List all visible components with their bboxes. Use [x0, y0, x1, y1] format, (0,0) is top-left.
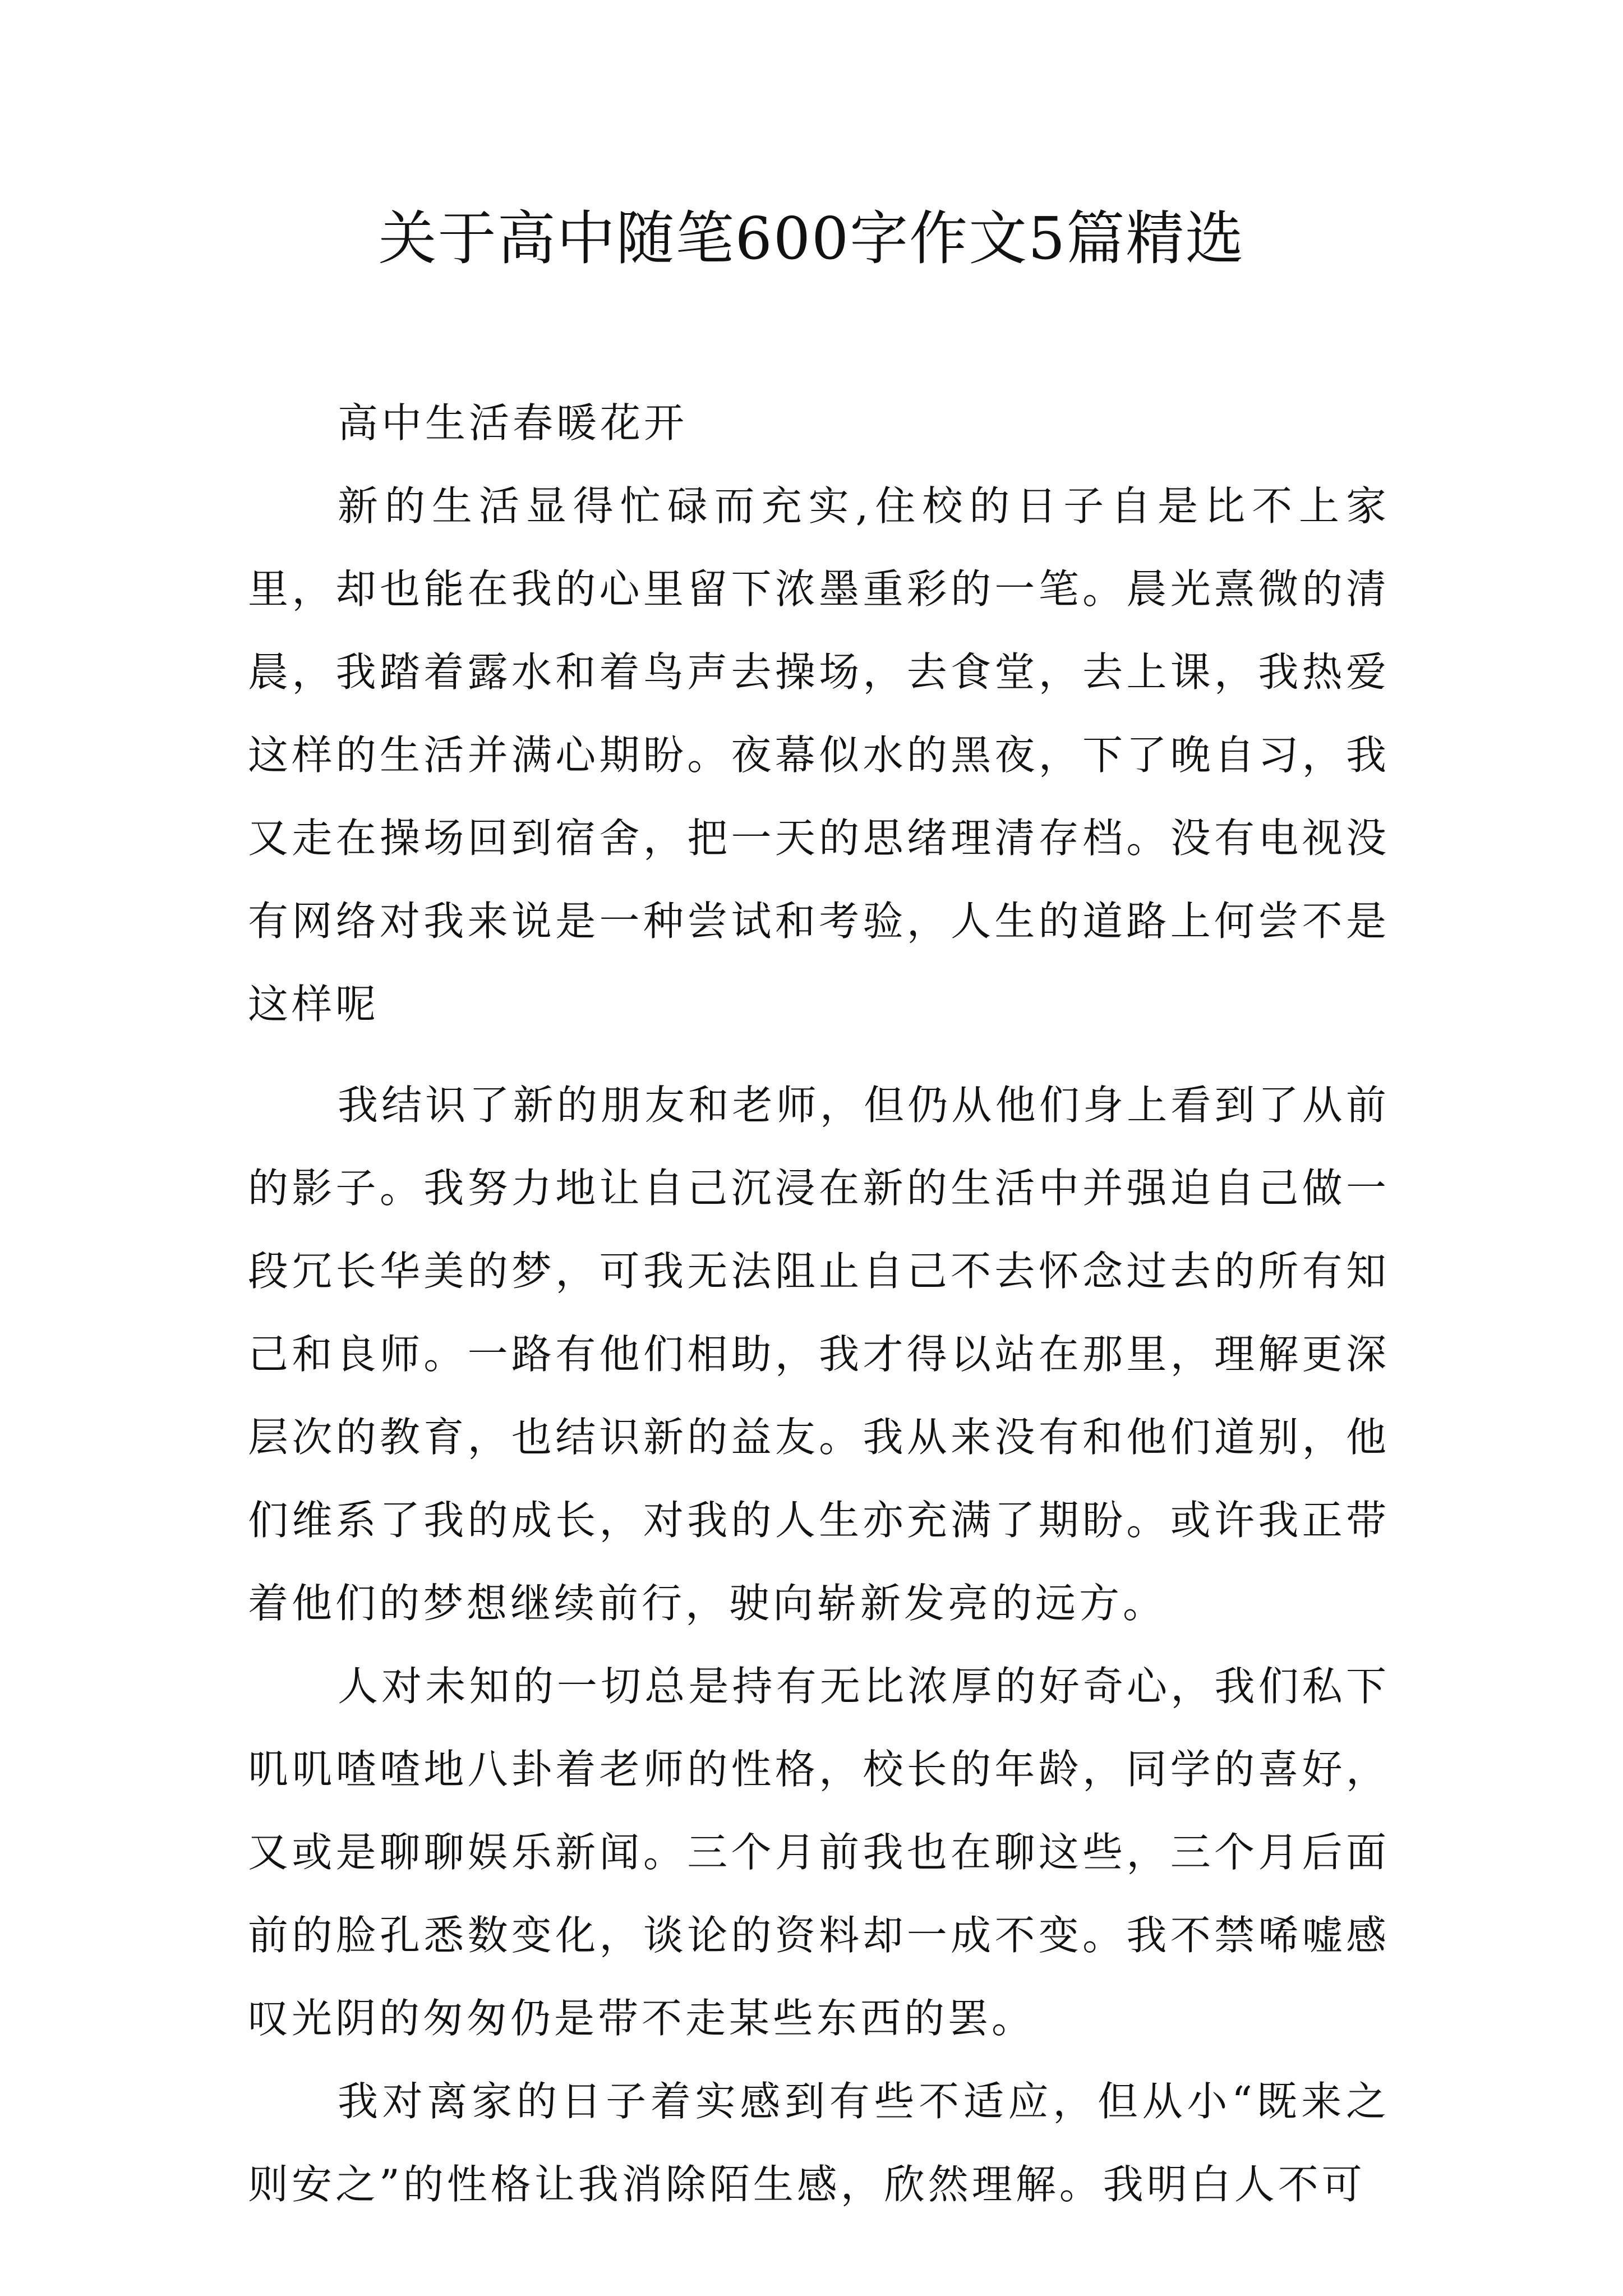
section-heading: 高中生活春暖花开	[338, 399, 688, 447]
paragraph: 人对未知的一切总是持有无比浓厚的好奇心，我们私下叽叽喳喳地八卦着老师的性格，校长的年龄，同学的喜好，又或是聊聊娱乐新闻。三个月前我也在聊这些，三个月后面前的脸孔悉数变化，谈论的资料却一成不变。我不禁唏嘘感叹光阴的匆匆仍是带不走某些东西的罢。	[248, 1663, 1390, 2042]
document-title: 关于高中随笔600字作文5篇精选	[378, 204, 1245, 273]
paragraph: 新的生活显得忙碌而充实,住校的日子自是比不上家里，却也能在我的心里留下浓墨重彩的一笔。晨光熹微的清晨，我踏着露水和着鸟声去操场，去食堂，去上课，我热爱这样的生活并满心期盼。夜幕似水的黑夜，下了晚自习，我又走在操场回到宿舍，把一天的思绪理清存档。没有电视没有网络对我来说是一种尝试和考验，人生的道路上何尝不是这样呢	[248, 482, 1390, 1028]
paragraph: 我结识了新的朋友和老师，但仍从他们身上看到了从前的影子。我努力地让自己沉浸在新的生活中并强迫自己做一段冗长华美的梦，可我无法阻止自己不去怀念过去的所有知己和良师。一路有他们相助，我才得以站在那里，理解更深层次的教育，也结识新的益友。我从来没有和他们道别，他们维系了我的成长，对我的人生亦充满了期盼。或许我正带着他们的梦想继续前行，驶向崭新发亮的远方。	[248, 1082, 1390, 1627]
paragraph: 我对离家的日子着实感到有些不适应，但从小“既来之则安之”的性格让我消除陌生感，欣然理解。我明白人不可	[248, 2078, 1390, 2208]
document-body	[248, 381, 1390, 2226]
